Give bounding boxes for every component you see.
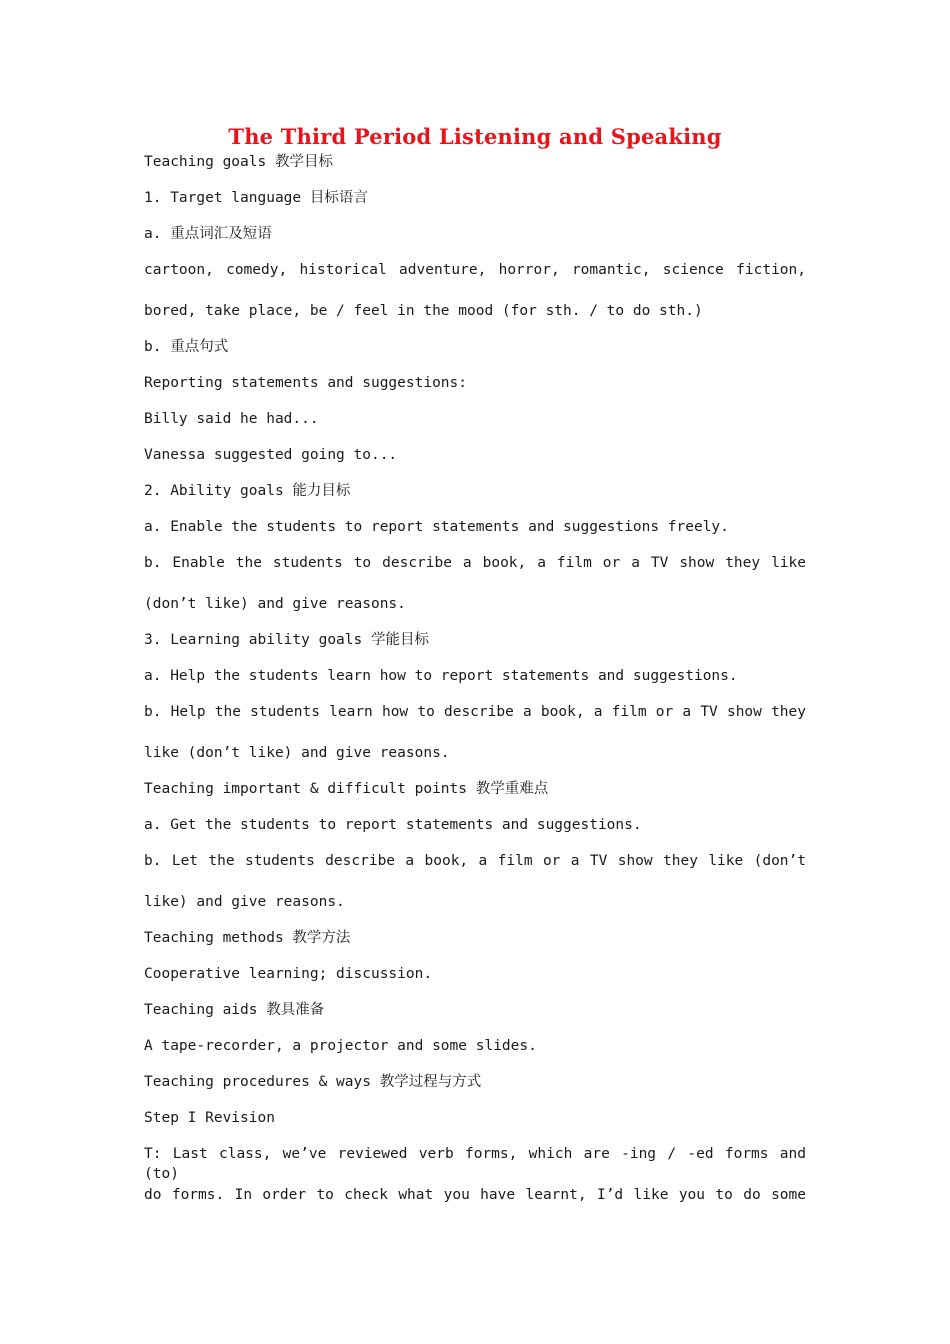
important-point-b-line-1: b. Let the students describe a book, a film or a TV show they like (don’t bbox=[144, 853, 806, 869]
heading-important-points: Teaching important & difficult points 教学重难点 bbox=[144, 781, 549, 797]
heading-teaching-goals: Teaching goals 教学目标 bbox=[144, 154, 333, 170]
learning-goal-a: a. Help the students learn how to report statements and suggestions. bbox=[144, 668, 738, 684]
sentence-pattern-1: Billy said he had... bbox=[144, 411, 319, 427]
learning-goal-b-line-1: b. Help the students learn how to describe a book, a film or a TV show they bbox=[144, 704, 806, 720]
revision-paragraph-line-1: T: Last class, we’ve reviewed verb forms, which are -ing / -ed forms and (to) bbox=[144, 1146, 806, 1182]
heading-ability-goals: 2. Ability goals 能力目标 bbox=[144, 483, 351, 499]
document-title: The Third Period Listening and Speaking bbox=[228, 124, 722, 149]
sentence-pattern-2: Vanessa suggested going to... bbox=[144, 447, 398, 463]
revision-paragraph-line-2: do forms. In order to check what you have learnt, I’d like you to do some bbox=[144, 1187, 806, 1203]
sentence-pattern-intro: Reporting statements and suggestions: bbox=[144, 375, 468, 391]
heading-teaching-methods: Teaching methods 教学方法 bbox=[144, 930, 351, 946]
heading-teaching-procedures: Teaching procedures & ways 教学过程与方式 bbox=[144, 1074, 482, 1090]
teaching-methods-text: Cooperative learning; discussion. bbox=[144, 966, 433, 982]
vocabulary-line-2: bored, take place, be / feel in the mood (for sth. / to do sth.) bbox=[144, 303, 703, 319]
heading-target-language: 1. Target language 目标语言 bbox=[144, 190, 368, 206]
heading-teaching-aids: Teaching aids 教具准备 bbox=[144, 1002, 325, 1018]
learning-goal-b-line-2: like (don’t like) and give reasons. bbox=[144, 745, 450, 761]
ability-goal-b-line-1: b. Enable the students to describe a book, a film or a TV show they like bbox=[144, 555, 806, 571]
ability-goal-a: a. Enable the students to report statements and suggestions freely. bbox=[144, 519, 729, 535]
subheading-vocabulary: a. 重点词汇及短语 bbox=[144, 226, 272, 242]
important-point-b-line-2: like) and give reasons. bbox=[144, 894, 345, 910]
step-1-heading: Step I Revision bbox=[144, 1110, 275, 1126]
ability-goal-b-line-2: (don’t like) and give reasons. bbox=[144, 596, 406, 612]
important-point-a: a. Get the students to report statements and suggestions. bbox=[144, 817, 642, 833]
vocabulary-line-1: cartoon, comedy, historical adventure, horror, romantic, science fiction, bbox=[144, 262, 806, 278]
heading-learning-ability-goals: 3. Learning ability goals 学能目标 bbox=[144, 632, 429, 648]
subheading-sentence-patterns: b. 重点句式 bbox=[144, 339, 229, 355]
teaching-aids-text: A tape-recorder, a projector and some slides. bbox=[144, 1038, 537, 1054]
